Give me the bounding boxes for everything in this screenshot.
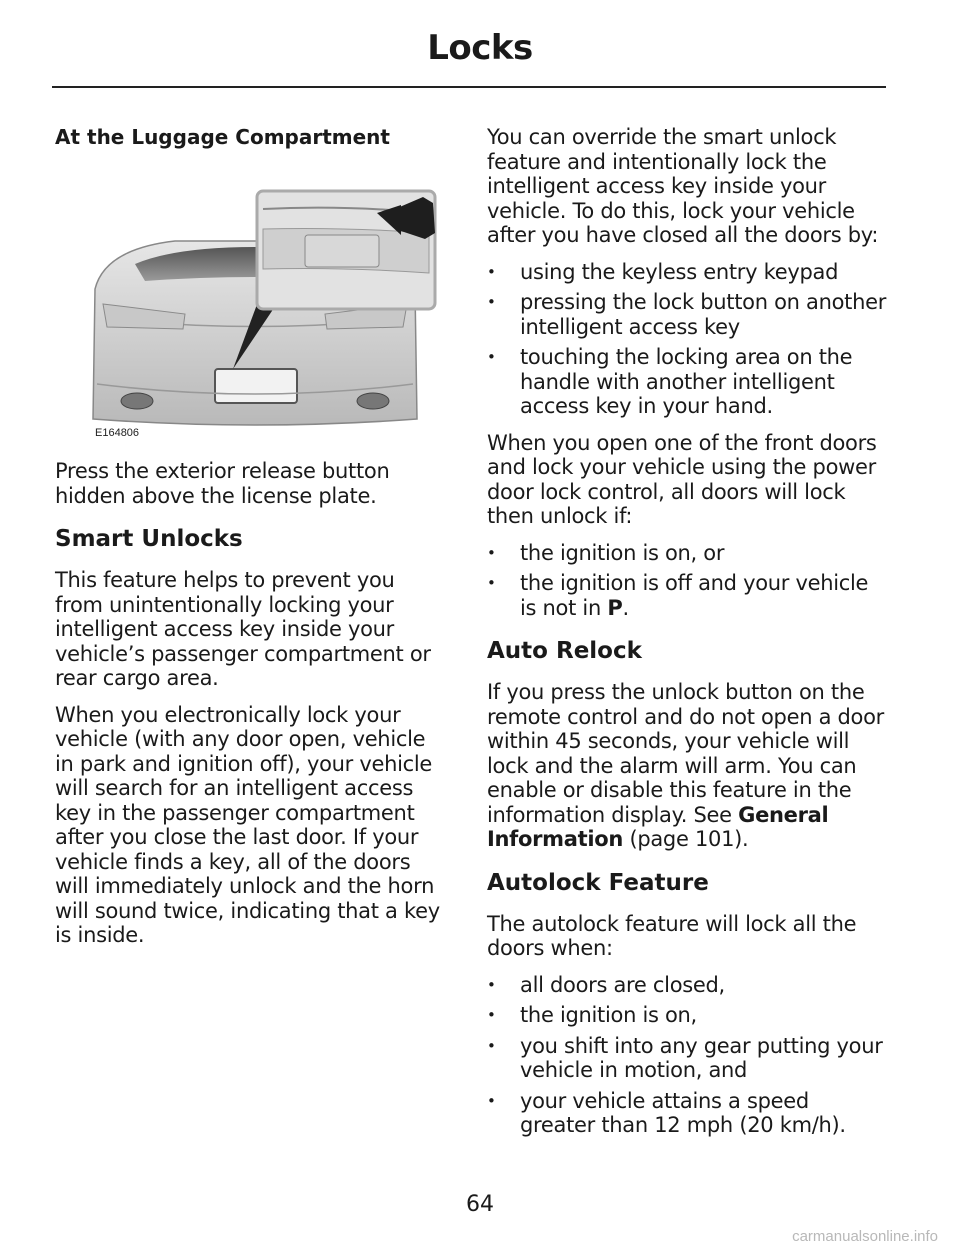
smart-unlocks-paragraph-1: This feature helps to prevent you from unintentionally locking your intelligent access key inside your vehicle’s passenger compartment or rear cargo area. [55, 568, 431, 690]
gear-park-label: P [607, 595, 623, 620]
list-item: • the ignition is on, [487, 1003, 887, 1028]
list-item [487, 571, 887, 620]
left-column [55, 125, 447, 960]
front-doors-list [487, 541, 887, 621]
front-doors-paragraph: When you open one of the front doors and lock your vehicle using the power door lock control, all doors will lock then unlock if: [487, 430, 877, 528]
override-paragraph: You can override the smart unlock feature and intentionally lock the intelligent access key inside your vehicle. To do this, lock your vehicle after you have closed all the doors by: [487, 125, 879, 247]
autolock-paragraph: The autolock feature will lock all the doors when: [487, 911, 857, 960]
bullet-text-end: . [622, 595, 629, 620]
list-item: • your vehicle attains a speed greater than 12 mph (20 km/h). [487, 1089, 887, 1138]
luggage-heading: At the Luggage Compartment [55, 125, 390, 149]
list-item: • all doors are closed, [487, 973, 887, 998]
override-list [487, 260, 887, 419]
autolock-list [487, 973, 887, 1138]
smart-unlocks-heading: Smart Unlocks [55, 526, 243, 552]
press-instruction: Press the exterior release button hidden above the license plate. [55, 459, 390, 508]
smart-unlocks-paragraph-2: When you electronically lock your vehicle (with any door open, vehicle in park and ignition off), your vehicle will search for an intelligent access key in the passenger compartment after you close the last door. If your vehicle finds a key, all of the doors will immediately unlock and the horn will sound twice, indicating that a key is inside. [55, 702, 440, 947]
right-column [487, 125, 887, 1150]
header-rule [52, 86, 886, 88]
list-item: • touching the locking area on the handle with another intelligent access key in your hand. [487, 345, 887, 419]
list-item: • you shift into any gear putting your vehicle in motion, and [487, 1034, 887, 1083]
auto-relock-paragraph [487, 680, 887, 852]
list-item: • the ignition is on, or [487, 541, 887, 566]
general-information-reference: General Information [487, 802, 829, 851]
relock-page-ref: (page 101). [623, 827, 749, 851]
list-item: • using the keyless entry keypad [487, 260, 887, 285]
list-item: • pressing the lock button on another intelligent access key [487, 290, 887, 339]
trunk-illustration [65, 169, 445, 449]
page-number: 64 [466, 1192, 494, 1217]
page-title: Locks [427, 28, 533, 68]
bullet-text: the ignition is off and your vehicle is not in [520, 571, 869, 620]
relock-text: If you press the unlock button on the remote control and do not open a door within 45 seconds, your vehicle will lock and the alarm will arm. You can enable or disable this feature in the information display. See [487, 680, 884, 827]
auto-relock-heading: Auto Relock [487, 638, 642, 664]
watermark: carmanualsonline.info [792, 1228, 938, 1245]
car-rear-drawing [65, 169, 445, 449]
figure-id: E164806 [95, 427, 140, 439]
autolock-heading: Autolock Feature [487, 869, 709, 896]
